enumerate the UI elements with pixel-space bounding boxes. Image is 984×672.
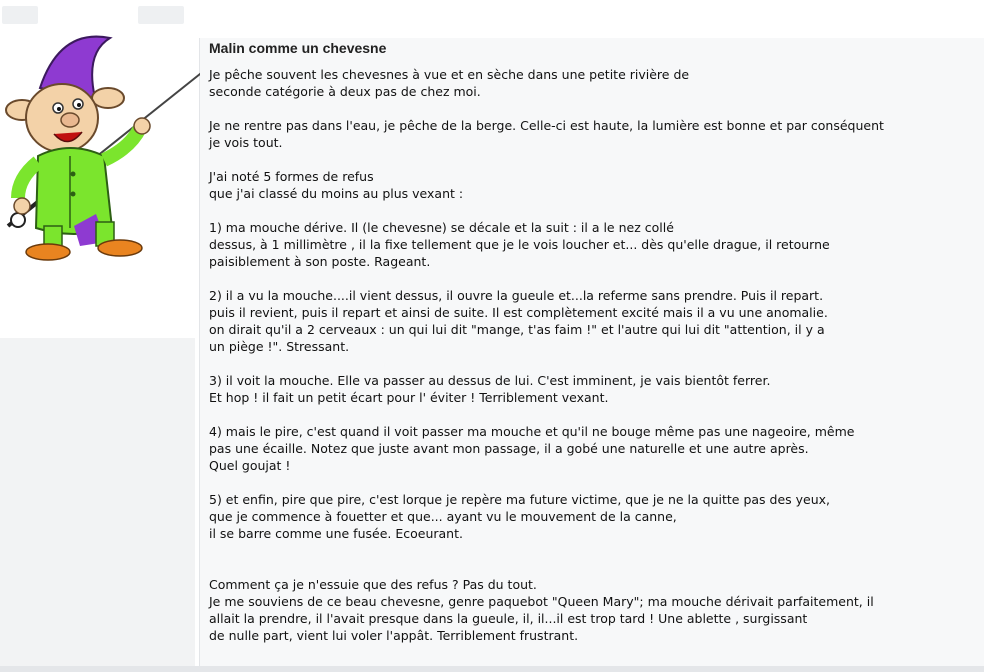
- dwarf-fisherman-icon: [0, 28, 200, 268]
- post-line: pas une écaille. Notez que juste avant mon passage, il a gobé une naturelle et une autre après.: [209, 441, 809, 456]
- post-line: paisiblement à son poste. Rageant.: [209, 254, 431, 269]
- paragraph-gap: [209, 355, 969, 372]
- paragraph-gap: [209, 100, 969, 117]
- post-line: un piège !". Stressant.: [209, 339, 350, 354]
- post-line: Je pêche souvent les chevesnes à vue et en sèche dans une petite rivière de: [209, 67, 690, 82]
- post-line: seconde catégorie à deux pas de chez moi.: [209, 84, 481, 99]
- post-line: de nulle part, vient lui voler l'appât. Terriblement frustrant.: [209, 628, 579, 643]
- post-line: Je ne rentre pas dans l'eau, je pêche de la berge. Celle-ci est haute, la lumière est bonne et par conséquent: [209, 118, 884, 133]
- paragraph-gap: [209, 202, 969, 219]
- post-line: 1) ma mouche dérive. Il (le chevesne) se décale et la suit : il a le nez collé: [209, 220, 674, 235]
- post-line: que j'ai classé du moins au plus vexant :: [209, 186, 464, 201]
- post-line: dessus, à 1 millimètre , il la fixe tellement que je le vois loucher et... dès qu'elle drague, il retourne: [209, 237, 830, 252]
- paragraph-gap: [209, 151, 969, 168]
- post-body: [209, 66, 969, 644]
- post-line: allait la prendre, il l'avait presque dans la gueule, il, il...il est trop tard ! Une ablette , surgissant: [209, 611, 808, 626]
- post-title: Malin comme un chevesne: [209, 40, 387, 56]
- post-line: 4) mais le pire, c'est quand il voit passer ma mouche et qu'il ne bouge même pas une nageoire, même: [209, 424, 855, 439]
- post-line: je vois tout.: [209, 135, 283, 150]
- paragraph-gap: [209, 406, 969, 423]
- sidebar-bottom: [0, 338, 195, 672]
- paragraph-gap: [209, 474, 969, 491]
- post-line: Quel goujat !: [209, 458, 291, 473]
- post-line: J'ai noté 5 formes de refus: [209, 169, 374, 184]
- post-line: 5) et enfin, pire que pire, c'est lorque je repère ma future victime, que je ne la quitte pas des yeux,: [209, 492, 831, 507]
- post-line: Je me souviens de ce beau chevesne, genre paquebot "Queen Mary"; ma mouche dérivait parfaitement, il: [209, 594, 874, 609]
- post-line: puis il revient, puis il repart et ainsi de suite. Il est complètement excité mais il a vu une anomalie.: [209, 305, 828, 320]
- post-line: Et hop ! il fait un petit écart pour l' éviter ! Terriblement vexant.: [209, 390, 609, 405]
- post-line: on dirait qu'il a 2 cerveaux : un qui lui dit "mange, t'as faim !" et l'autre qui lui dit "attention, il y a: [209, 322, 825, 337]
- post-line: 3) il voit la mouche. Elle va passer au dessus de lui. C'est imminent, je vais bientôt ferrer.: [209, 373, 771, 388]
- post-line: Comment ça je n'essuie que des refus ? Pas du tout.: [209, 577, 537, 592]
- faded-header-glyph: [2, 6, 38, 24]
- paragraph-gap: [209, 559, 969, 576]
- paragraph-gap: [209, 270, 969, 287]
- bottom-bar: [0, 666, 984, 672]
- faded-header-glyph: [138, 6, 184, 24]
- post-line: il se barre comme une fusée. Ecoeurant.: [209, 526, 463, 541]
- post-line: que je commence à fouetter et que... ayant vu le mouvement de la canne,: [209, 509, 677, 524]
- post-line: 2) il a vu la mouche....il vient dessus, il ouvre la gueule et...la referme sans prendre. Puis il repart.: [209, 288, 824, 303]
- paragraph-gap: [209, 542, 969, 559]
